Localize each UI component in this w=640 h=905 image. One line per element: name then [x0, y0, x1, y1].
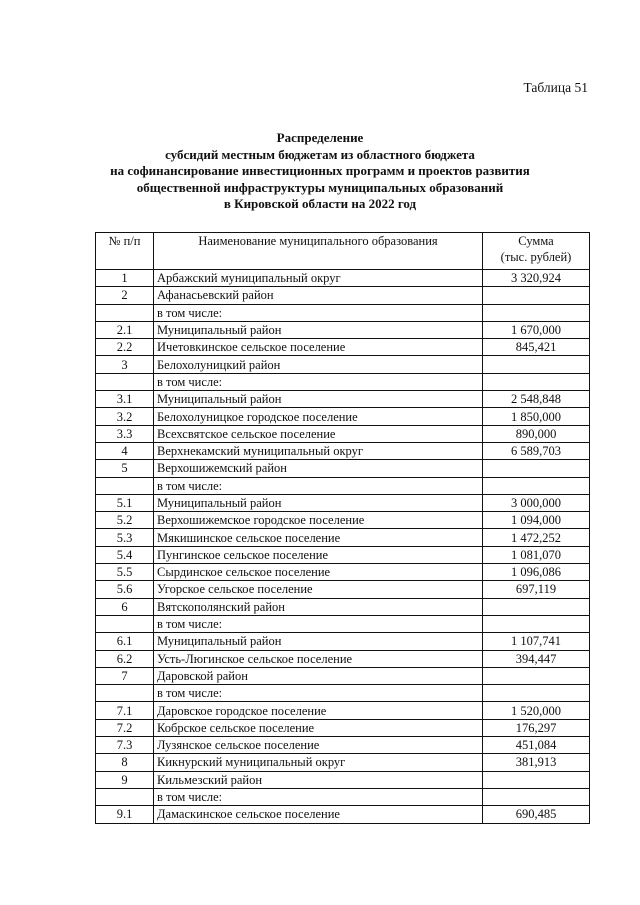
- table-row: [96, 667, 590, 684]
- table-row: [96, 494, 590, 511]
- row-number-cell: 3.1: [96, 391, 154, 408]
- row-number-cell: 2.1: [96, 321, 154, 338]
- municipality-name-cell: Ичетовкинское сельское поселение: [154, 339, 483, 356]
- amount-cell: 1 520,000: [483, 702, 590, 719]
- subsidy-table: [95, 232, 590, 824]
- municipality-name-cell: в том числе:: [154, 304, 483, 321]
- municipality-name-cell: Муниципальный район: [154, 391, 483, 408]
- column-header-sum-unit: (тыс. рублей): [500, 250, 572, 264]
- row-number-cell: 2.2: [96, 339, 154, 356]
- municipality-name-cell: Пунгинское сельское поселение: [154, 546, 483, 563]
- amount-cell: 1 094,000: [483, 512, 590, 529]
- table-row: [96, 321, 590, 338]
- row-number-cell: 5.6: [96, 581, 154, 598]
- table-row: [96, 339, 590, 356]
- table-row: [96, 564, 590, 581]
- municipality-name-cell: Даровское городское поселение: [154, 702, 483, 719]
- municipality-name-cell: Муниципальный район: [154, 494, 483, 511]
- row-number-cell: 5.3: [96, 529, 154, 546]
- municipality-name-cell: Белохолуницкий район: [154, 356, 483, 373]
- row-number-cell: 4: [96, 442, 154, 459]
- row-number-cell: 7.2: [96, 719, 154, 736]
- row-number-cell: 9.1: [96, 806, 154, 823]
- row-number-cell: 9: [96, 771, 154, 788]
- municipality-name-cell: Арбажский муниципальный округ: [154, 270, 483, 287]
- amount-cell: [483, 685, 590, 702]
- municipality-name-cell: Кобрское сельское поселение: [154, 719, 483, 736]
- municipality-name-cell: Верхошижемский район: [154, 460, 483, 477]
- table-row: [96, 771, 590, 788]
- row-number-cell: 3.3: [96, 425, 154, 442]
- table-row: [96, 754, 590, 771]
- row-number-cell: 1: [96, 270, 154, 287]
- row-number-cell: 8: [96, 754, 154, 771]
- amount-cell: [483, 477, 590, 494]
- table-row: [96, 512, 590, 529]
- municipality-name-cell: в том числе:: [154, 685, 483, 702]
- table-number-label: Таблица 51: [523, 80, 588, 95]
- amount-cell: 1 096,086: [483, 564, 590, 581]
- column-header-sum: [483, 233, 590, 270]
- table-row: [96, 615, 590, 632]
- municipality-name-cell: в том числе:: [154, 788, 483, 805]
- table-row: [96, 287, 590, 304]
- municipality-name-cell: Верхошижемское городское поселение: [154, 512, 483, 529]
- amount-cell: [483, 373, 590, 390]
- amount-cell: [483, 771, 590, 788]
- heading-line: субсидий местным бюджетам из областного бюджета: [165, 146, 475, 162]
- amount-cell: [483, 287, 590, 304]
- municipality-name-cell: Усть-Люгинское сельское поселение: [154, 650, 483, 667]
- municipality-name-cell: Дамаскинское сельское поселение: [154, 806, 483, 823]
- table-row: [96, 442, 590, 459]
- amount-cell: [483, 304, 590, 321]
- amount-cell: 176,297: [483, 719, 590, 736]
- municipality-name-cell: в том числе:: [154, 373, 483, 390]
- heading-line: в Кировской области на 2022 год: [223, 196, 417, 211]
- heading-line: Распределение: [276, 130, 364, 145]
- table-row: [96, 391, 590, 408]
- row-number-cell: [96, 685, 154, 702]
- amount-cell: 697,119: [483, 581, 590, 598]
- column-header-num: № п/п: [96, 233, 154, 270]
- row-number-cell: 7: [96, 667, 154, 684]
- amount-cell: [483, 788, 590, 805]
- table-row: [96, 685, 590, 702]
- amount-cell: [483, 460, 590, 477]
- row-number-cell: 6.1: [96, 633, 154, 650]
- table-row: [96, 806, 590, 823]
- municipality-name-cell: Кильмезский район: [154, 771, 483, 788]
- table-row: [96, 581, 590, 598]
- row-number-cell: [96, 788, 154, 805]
- amount-cell: 3 000,000: [483, 494, 590, 511]
- table-row: [96, 633, 590, 650]
- municipality-name-cell: Всехсвятское сельское поселение: [154, 425, 483, 442]
- table-row: [96, 719, 590, 736]
- amount-cell: 451,084: [483, 737, 590, 754]
- table-row: [96, 737, 590, 754]
- row-number-cell: 5.4: [96, 546, 154, 563]
- row-number-cell: 5.5: [96, 564, 154, 581]
- municipality-name-cell: Мякишинское сельское поселение: [154, 529, 483, 546]
- amount-cell: 3 320,924: [483, 270, 590, 287]
- row-number-cell: 6: [96, 598, 154, 615]
- municipality-name-cell: Угорское сельское поселение: [154, 581, 483, 598]
- municipality-name-cell: Белохолуницкое городское поселение: [154, 408, 483, 425]
- row-number-cell: [96, 477, 154, 494]
- table-row: [96, 598, 590, 615]
- municipality-name-cell: Сырдинское сельское поселение: [154, 564, 483, 581]
- amount-cell: [483, 356, 590, 373]
- amount-cell: [483, 615, 590, 632]
- heading-line: общественной инфраструктуры муниципальных образований: [136, 179, 504, 195]
- row-number-cell: 3.2: [96, 408, 154, 425]
- column-header-sum-line: Сумма: [518, 234, 554, 248]
- amount-cell: 690,485: [483, 806, 590, 823]
- row-number-cell: 5: [96, 460, 154, 477]
- municipality-name-cell: Муниципальный район: [154, 633, 483, 650]
- amount-cell: [483, 667, 590, 684]
- column-header-name: Наименование муниципального образования: [154, 233, 483, 270]
- table-row: [96, 425, 590, 442]
- row-number-cell: 7.1: [96, 702, 154, 719]
- municipality-name-cell: Муниципальный район: [154, 321, 483, 338]
- table-row: [96, 529, 590, 546]
- document-heading: [0, 130, 640, 213]
- row-number-cell: 6.2: [96, 650, 154, 667]
- row-number-cell: 5.1: [96, 494, 154, 511]
- row-number-cell: [96, 615, 154, 632]
- amount-cell: 1 472,252: [483, 529, 590, 546]
- amount-cell: 1 670,000: [483, 321, 590, 338]
- municipality-name-cell: Вятскополянский район: [154, 598, 483, 615]
- amount-cell: 845,421: [483, 339, 590, 356]
- table-row: [96, 477, 590, 494]
- amount-cell: 394,447: [483, 650, 590, 667]
- table-row: [96, 702, 590, 719]
- row-number-cell: 3: [96, 356, 154, 373]
- municipality-name-cell: Лузянское сельское поселение: [154, 737, 483, 754]
- municipality-name-cell: Афанасьевский район: [154, 287, 483, 304]
- municipality-name-cell: Верхнекамский муниципальный округ: [154, 442, 483, 459]
- table-row: [96, 460, 590, 477]
- municipality-name-cell: в том числе:: [154, 615, 483, 632]
- amount-cell: 1 850,000: [483, 408, 590, 425]
- amount-cell: 890,000: [483, 425, 590, 442]
- table-row: [96, 373, 590, 390]
- table-row: [96, 408, 590, 425]
- amount-cell: 1 107,741: [483, 633, 590, 650]
- row-number-cell: [96, 304, 154, 321]
- table-header-row: [96, 233, 590, 270]
- row-number-cell: 7.3: [96, 737, 154, 754]
- table-row: [96, 650, 590, 667]
- amount-cell: 2 548,848: [483, 391, 590, 408]
- municipality-name-cell: Кикнурский муниципальный округ: [154, 754, 483, 771]
- row-number-cell: 5.2: [96, 512, 154, 529]
- table-row: [96, 546, 590, 563]
- table-row: [96, 356, 590, 373]
- table-row: [96, 788, 590, 805]
- municipality-name-cell: Даровской район: [154, 667, 483, 684]
- table-row: [96, 270, 590, 287]
- row-number-cell: 2: [96, 287, 154, 304]
- amount-cell: 381,913: [483, 754, 590, 771]
- heading-line: на софинансирование инвестиционных программ и проектов развития: [110, 163, 530, 178]
- table-row: [96, 304, 590, 321]
- municipality-name-cell: в том числе:: [154, 477, 483, 494]
- amount-cell: 1 081,070: [483, 546, 590, 563]
- row-number-cell: [96, 373, 154, 390]
- amount-cell: [483, 598, 590, 615]
- amount-cell: 6 589,703: [483, 442, 590, 459]
